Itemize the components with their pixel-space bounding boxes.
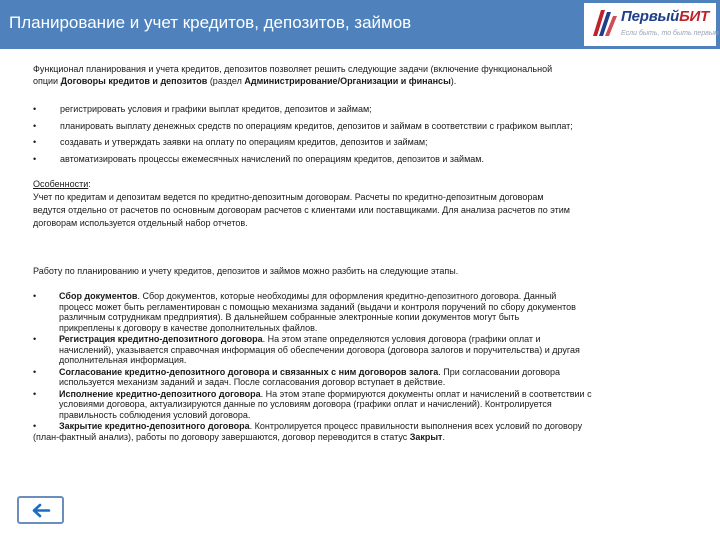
stage-line: прикреплены к договору в качестве дополнительных файлов. (59, 322, 318, 333)
intro-paragraph (33, 64, 693, 87)
task-item: • планировать выплату денежных средств по операциям кредитов, депозитов и займам в соответствии с графиком выплат; (33, 121, 693, 133)
title-bar (0, 0, 720, 49)
status-closed: Закрыт (409, 431, 443, 442)
stage-line: правильность соблюдения условий договора. (59, 409, 251, 420)
intro-mid: (раздел (207, 75, 245, 86)
stage-text: . Контролируется процесс правильности выполнения всех условий по договору (249, 421, 583, 431)
stage-line (59, 291, 693, 302)
stages-list (33, 291, 693, 442)
stage-text: . Сбор документов, которые необходимы для оформления кредитно-депозитного договора. Данный (137, 291, 557, 301)
intro-prefix: опции (33, 75, 61, 86)
stage-end: . (442, 431, 445, 442)
stage-line: дополнительная информация. (59, 355, 187, 365)
stage-name: Согласование кредитно-депозитного договора и связанных с ним договоров залога (59, 366, 439, 377)
stage-name: Регистрация кредитно-депозитного договора (59, 334, 263, 344)
features-heading-line (33, 178, 693, 191)
task-list (33, 104, 693, 165)
stage-name: Закрытие кредитно-депозитного договора (59, 421, 250, 431)
stage-line (59, 389, 693, 400)
intro-line-1: Функционал планирования и учета кредитов, депозитов позволяет решить следующие задачи (включение функциональной (33, 64, 553, 74)
stage-item-registration (33, 334, 693, 366)
stage-bullet: • (33, 421, 37, 431)
stage-line (59, 334, 693, 345)
stage-item-documents (33, 291, 693, 333)
logo-mark-icon (591, 8, 619, 38)
task-item: • автоматизировать процессы ежемесячных начислений по операциям кредитов, депозитов и займам. (33, 154, 693, 166)
back-button[interactable] (17, 496, 64, 524)
stage-line (33, 421, 693, 432)
logo-name-part2: БИТ (679, 8, 710, 25)
stage-text: (план-фактный анализ), работы по договору завершаются, договор переводится в статус (33, 431, 410, 442)
intro-option-name: Договоры кредитов и депозитов (60, 75, 208, 86)
stage-line: процесс может быть регламентирован с помощью механизма заданий (выдачи и контроля поручений по сбору документов (59, 301, 576, 312)
features-section (33, 178, 693, 230)
stage-text: . На этом этапе определяются условия договора (графики оплат и (262, 334, 541, 344)
stage-line: начислений), указывается справочная информация об обеспечении договора (договора залогов и поручительства) и другая (59, 344, 580, 355)
logo-text (621, 8, 709, 25)
stage-line: условиями договора, актуализируются данные по условиям договора (графики оплат и начислений). Контролируется (59, 399, 552, 409)
intro-line-2 (33, 76, 693, 88)
stage-line (59, 367, 693, 378)
left-arrow-icon (31, 503, 51, 518)
stages-intro: Работу по планированию и учету кредитов, депозитов и займов можно разбить на следующие этапы. (33, 266, 459, 276)
stage-line (33, 432, 693, 443)
logo-slogan: Если быть, то быть первым (621, 30, 719, 37)
features-colon: : (88, 179, 91, 189)
features-line-3: договорам используется отдельный набор отчетов. (33, 218, 248, 228)
logo-name-part1: Первый (621, 8, 680, 25)
features-heading: Особенности (33, 179, 89, 189)
features-line-1: Учет по кредитам и депозитам ведется по кредитно-депозитным договорам. Расчеты по кредитно-депозитным договорам (33, 192, 544, 202)
task-item: • регистрировать условия и графики выплат кредитов, депозитов и займам; (33, 104, 693, 116)
stage-name: Исполнение кредитно-депозитного договора (59, 388, 261, 399)
stage-text: . При согласовании договора (438, 366, 561, 377)
features-line-2: ведутся отдельно от расчетов по основным договорам расчетов с клиентами или поставщиками. Для анализа расчетов по этим (33, 205, 570, 215)
stage-line: различным сотрудникам предприятия). В дальнейшем собранные электронные копии документов могут быть (59, 312, 520, 322)
stage-line: используется механизм заданий и задач. После согласования договор вступает в действие. (59, 377, 446, 387)
stage-name: Сбор документов (59, 291, 138, 301)
stage-item-approval (33, 367, 693, 388)
intro-section-name: Администрирование/Организации и финансы (244, 75, 451, 86)
task-item: • создавать и утверждать заявки на оплату по операциям кредитов, депозитов и займам; (33, 137, 693, 149)
intro-suffix: ). (450, 75, 457, 86)
stage-text: . На этом этапе формируются документы оплат и начислений в соответствии с (260, 388, 592, 399)
stage-item-execution (33, 389, 693, 421)
page-title: Планирование и учет кредитов, депозитов, займов (9, 13, 412, 32)
stage-item-closing (33, 421, 693, 442)
logo (584, 3, 719, 46)
